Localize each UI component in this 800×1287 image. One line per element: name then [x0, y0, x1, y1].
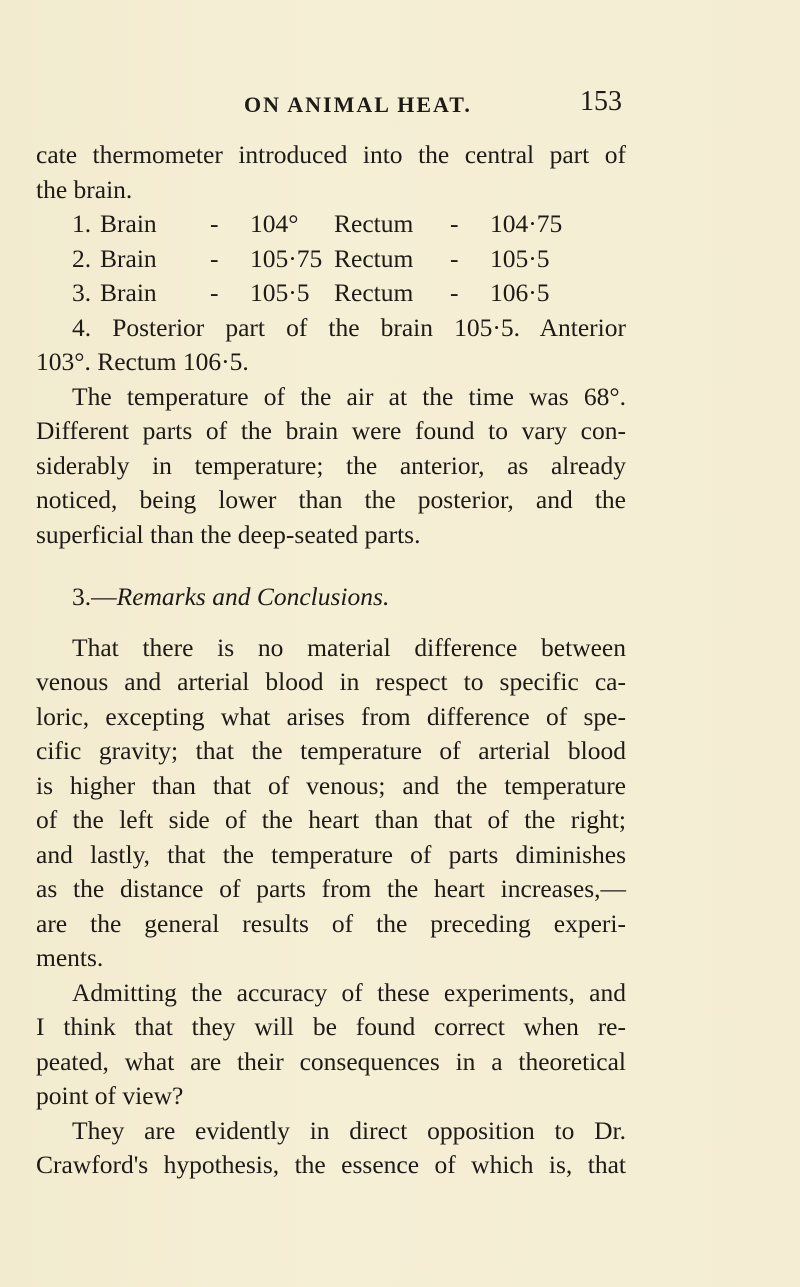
organ-label: Rectum: [334, 278, 414, 307]
organ-label: Rectum: [334, 243, 414, 273]
dash: -: [210, 209, 219, 238]
organ-label: Rectum: [334, 209, 414, 238]
text-line: is higher than that of venous; and the temperature: [36, 770, 626, 800]
running-head: ON ANIMAL HEAT.: [244, 92, 472, 117]
text-line: peated, what are their consequences in a theoretical: [36, 1046, 626, 1076]
text-line: loric, excepting what arises from difference of spe-: [36, 701, 626, 731]
section-heading: [36, 580, 626, 615]
text-line: ments.: [36, 943, 104, 972]
text-line: venous and arterial blood in respect to specific ca-: [36, 667, 626, 696]
text-line: The temperature of the air at the time was 68°.: [72, 381, 626, 411]
temperature-paragraph: [36, 380, 626, 553]
rectum-value: 105·5: [490, 243, 550, 273]
text-line: Different parts of the brain were found to vary con-: [36, 416, 626, 445]
organ-label: Brain: [100, 243, 157, 273]
section-number: 3.—: [72, 582, 117, 611]
dash: -: [450, 209, 459, 238]
organ-label: Brain: [100, 278, 157, 307]
text-line: superficial than the deep-seated parts.: [36, 519, 421, 549]
opposition-paragraph: [36, 1114, 626, 1183]
brain-value: 105·75: [250, 243, 323, 273]
text-line: as the distance of parts from the heart increases,—: [36, 874, 626, 903]
table-row: [36, 207, 626, 242]
page-header: [0, 86, 800, 126]
text-line: cific gravity; that the temperature of arterial blood: [36, 736, 626, 765]
text-line: They are evidently in direct opposition to Dr.: [72, 1115, 626, 1145]
dash: -: [450, 243, 459, 273]
rectum-value: 106·5: [490, 278, 550, 307]
intro-paragraph: [36, 138, 626, 207]
row-number: 1.: [72, 209, 92, 238]
text-line: Admitting the accuracy of these experiments, and: [72, 977, 626, 1007]
organ-label: Brain: [100, 209, 157, 238]
row-number: 3.: [72, 278, 92, 307]
rectum-value: 104·75: [490, 209, 563, 238]
text-line: I think that they will be found correct when re-: [36, 1012, 626, 1041]
text-line: are the general results of the preceding experi-: [36, 908, 626, 938]
text-line: noticed, being lower than the posterior, and the: [36, 485, 626, 514]
temperature-table: [36, 207, 626, 380]
admitting-paragraph: [36, 976, 626, 1114]
text-line: point of view?: [36, 1081, 184, 1110]
section-title: Remarks and Conclusions.: [116, 582, 390, 611]
dash: -: [450, 278, 459, 307]
dash: -: [210, 243, 219, 273]
text-line: Crawford's hypothesis, the essence of which is, that: [36, 1150, 626, 1179]
text-line: and lastly, that the temperature of parts diminishes: [36, 839, 626, 869]
text-line: siderably in temperature; the anterior, as already: [36, 450, 626, 480]
brain-value: 104°: [250, 209, 299, 238]
table-row-4: 4. Posterior part of the brain 105·5. Anterior: [72, 312, 626, 342]
body-text: [36, 138, 626, 1183]
conclusions-paragraph: [36, 631, 626, 976]
page-number: 153: [580, 86, 622, 117]
table-row: [36, 242, 626, 277]
text-line: of the left side of the heart than that of the right;: [36, 805, 626, 834]
row-number: 2.: [72, 243, 92, 273]
table-row-4-continued: 103°. Rectum 106·5.: [36, 347, 249, 376]
text-line: the brain.: [36, 174, 133, 204]
text-line: cate thermometer introduced into the central part of: [36, 140, 626, 169]
dash: -: [210, 278, 219, 307]
text-line: That there is no material difference between: [72, 632, 626, 662]
brain-value: 105·5: [250, 278, 310, 307]
table-row: [36, 276, 626, 311]
